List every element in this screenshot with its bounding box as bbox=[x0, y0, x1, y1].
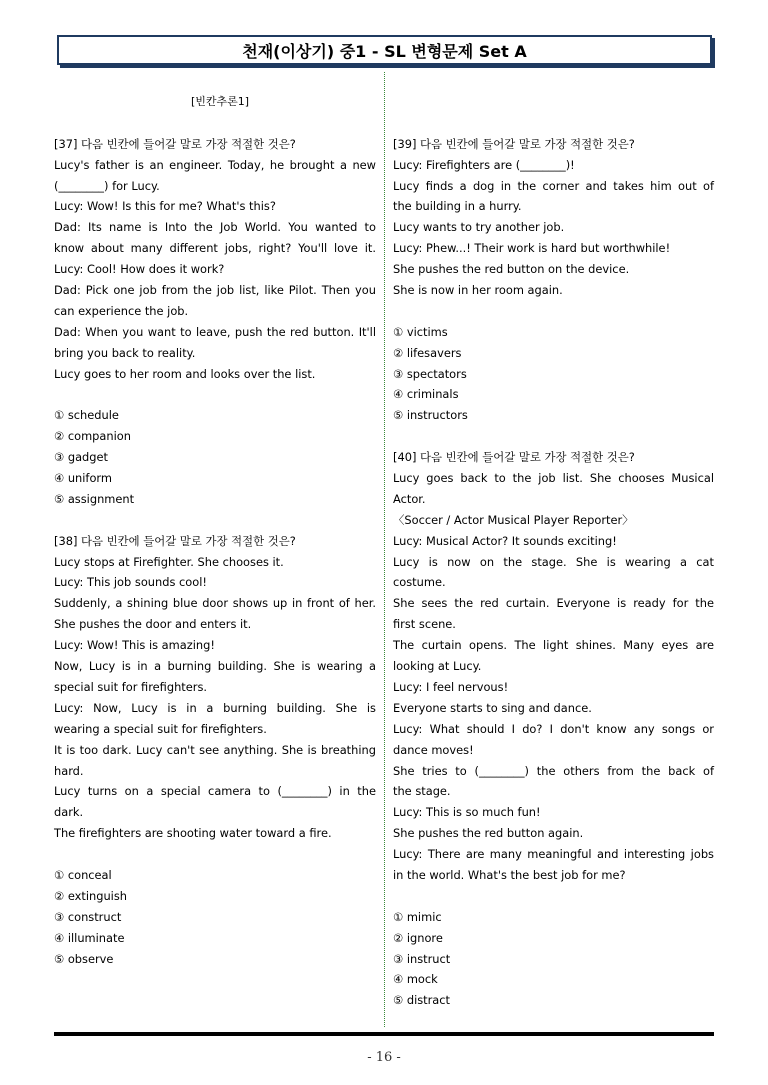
text-line: ③ spectators bbox=[393, 366, 467, 381]
spacer bbox=[393, 886, 714, 907]
text-line: ② ignore bbox=[393, 930, 443, 945]
page-title: 천재(이상기) 중1 - SL 변형문제 Set A bbox=[57, 35, 712, 65]
spacer bbox=[54, 510, 376, 531]
text-line: [38] 다음 빈칸에 들어갈 말로 가장 적절한 것은? bbox=[54, 533, 296, 548]
text-line: She is now in her room again. bbox=[393, 283, 563, 298]
text-line: ④ mock bbox=[393, 972, 438, 987]
text-line: ⑤ distract bbox=[393, 993, 451, 1008]
left-column bbox=[54, 92, 376, 969]
text-line: dark. bbox=[54, 805, 84, 820]
bottom-rule bbox=[54, 1032, 714, 1036]
column-divider bbox=[384, 72, 385, 1027]
text-line: Lucy stops at Firefighter. She chooses it. bbox=[54, 554, 284, 569]
spacer bbox=[393, 426, 714, 447]
text-line: ③ gadget bbox=[54, 450, 108, 465]
text-line: Lucy: This job sounds cool! bbox=[54, 575, 207, 590]
text-line: Lucy turns on a special camera to (________) in the bbox=[54, 784, 376, 799]
text-line: know about many different jobs, right? You'll love it. bbox=[54, 241, 376, 256]
text-line: Now, Lucy is in a burning building. She is wearing a bbox=[54, 659, 376, 674]
text-line: She pushes the red button on the device. bbox=[393, 262, 630, 277]
text-line: the building in a hurry. bbox=[393, 199, 522, 214]
text-line: Lucy: Cool! How does it work? bbox=[54, 262, 225, 277]
text-line: ⑤ instructors bbox=[393, 408, 468, 423]
text-line: the stage. bbox=[393, 784, 451, 799]
text-line: dance moves! bbox=[393, 742, 474, 757]
text-line: ① victims bbox=[393, 324, 448, 339]
page-number: - 16 - bbox=[367, 1050, 401, 1065]
text-line: [40] 다음 빈칸에 들어갈 말로 가장 적절한 것은? bbox=[393, 450, 635, 465]
text-line: Lucy: There are many meaningful and interesting jobs bbox=[393, 847, 714, 862]
text-line: She pushes the red button again. bbox=[393, 826, 584, 841]
text-line: bring you back to reality. bbox=[54, 345, 196, 360]
section-label: [빈칸추론1] bbox=[190, 95, 250, 108]
spacer bbox=[54, 844, 376, 865]
text-line: The curtain opens. The light shines. Many eyes are bbox=[393, 638, 714, 653]
text-line: first scene. bbox=[393, 617, 456, 632]
text-line: Lucy: This is so much fun! bbox=[393, 805, 541, 820]
text-line: Lucy: Firefighters are (________)! bbox=[393, 157, 575, 172]
text-line: in the world. What's the best job for me? bbox=[393, 867, 626, 882]
right-column bbox=[393, 92, 714, 1011]
text-line: ③ construct bbox=[54, 909, 122, 924]
text-line: 〈Soccer / Actor Musical Player Reporter〉 bbox=[393, 512, 634, 527]
text-line: Dad: When you want to leave, push the red button. It'll bbox=[54, 324, 376, 339]
text-line: Lucy: Musical Actor? It sounds exciting! bbox=[393, 533, 617, 548]
text-line: Lucy wants to try another job. bbox=[393, 220, 565, 235]
spacer bbox=[393, 92, 714, 113]
text-line: ③ instruct bbox=[393, 951, 451, 966]
text-line: costume. bbox=[393, 575, 446, 590]
text-line: Lucy is now on the stage. She is wearing a cat bbox=[393, 554, 714, 569]
text-line: Lucy: Wow! This is amazing! bbox=[54, 638, 215, 653]
text-line: ② extinguish bbox=[54, 888, 127, 903]
text-line: special suit for firefighters. bbox=[54, 679, 208, 694]
text-line: Lucy goes to her room and looks over the list. bbox=[54, 366, 316, 381]
text-line: [37] 다음 빈칸에 들어갈 말로 가장 적절한 것은? bbox=[54, 136, 296, 151]
text-line: [39] 다음 빈칸에 들어갈 말로 가장 적절한 것은? bbox=[393, 136, 635, 151]
text-line: Lucy: Now, Lucy is in a burning building. She is bbox=[54, 700, 376, 715]
text-line: hard. bbox=[54, 763, 84, 778]
text-line: (________) for Lucy. bbox=[54, 178, 160, 193]
text-line: She pushes the door and enters it. bbox=[54, 617, 252, 632]
text-line: Suddenly, a shining blue door shows up in front of her. bbox=[54, 596, 376, 611]
text-line: Dad: Pick one job from the job list, like Pilot. Then you bbox=[54, 283, 376, 298]
text-line: Lucy goes back to the job list. She chooses Musical bbox=[393, 471, 714, 486]
text-line: Dad: Its name is Into the Job World. You wanted to bbox=[54, 220, 376, 235]
text-line: Lucy finds a dog in the corner and takes him out of bbox=[393, 178, 714, 193]
text-line: It is too dark. Lucy can't see anything. She is breathing bbox=[54, 742, 376, 757]
text-line: Lucy: Wow! Is this for me? What's this? bbox=[54, 199, 276, 214]
spacer bbox=[393, 301, 714, 322]
text-line: Lucy: I feel nervous! bbox=[393, 679, 509, 694]
text-line: Lucy: Phew...! Their work is hard but worthwhile! bbox=[393, 241, 671, 256]
text-line: ④ criminals bbox=[393, 387, 459, 402]
text-line: can experience the job. bbox=[54, 303, 189, 318]
text-line: ① schedule bbox=[54, 408, 119, 423]
text-line: wearing a special suit for firefighters. bbox=[54, 721, 267, 736]
text-line: ④ illuminate bbox=[54, 930, 125, 945]
text-line: Lucy: What should I do? I don't know any songs or bbox=[393, 721, 714, 736]
text-line: ⑤ assignment bbox=[54, 491, 135, 506]
text-line: She tries to (________) the others from the back of bbox=[393, 763, 714, 778]
text-line: ② companion bbox=[54, 429, 131, 444]
text-line: Actor. bbox=[393, 491, 426, 506]
text-line: ② lifesavers bbox=[393, 345, 462, 360]
text-line: ① mimic bbox=[393, 909, 442, 924]
text-line: Everyone starts to sing and dance. bbox=[393, 700, 592, 715]
text-line: The firefighters are shooting water toward a fire. bbox=[54, 826, 332, 841]
spacer bbox=[393, 113, 714, 134]
text-line: ① conceal bbox=[54, 867, 112, 882]
text-line: looking at Lucy. bbox=[393, 659, 482, 674]
spacer bbox=[54, 384, 376, 405]
spacer bbox=[54, 113, 376, 134]
text-line: ④ uniform bbox=[54, 471, 112, 486]
text-line: She sees the red curtain. Everyone is ready for the bbox=[393, 596, 714, 611]
text-line: Lucy's father is an engineer. Today, he brought a new bbox=[54, 157, 376, 172]
text-line: ⑤ observe bbox=[54, 951, 114, 966]
